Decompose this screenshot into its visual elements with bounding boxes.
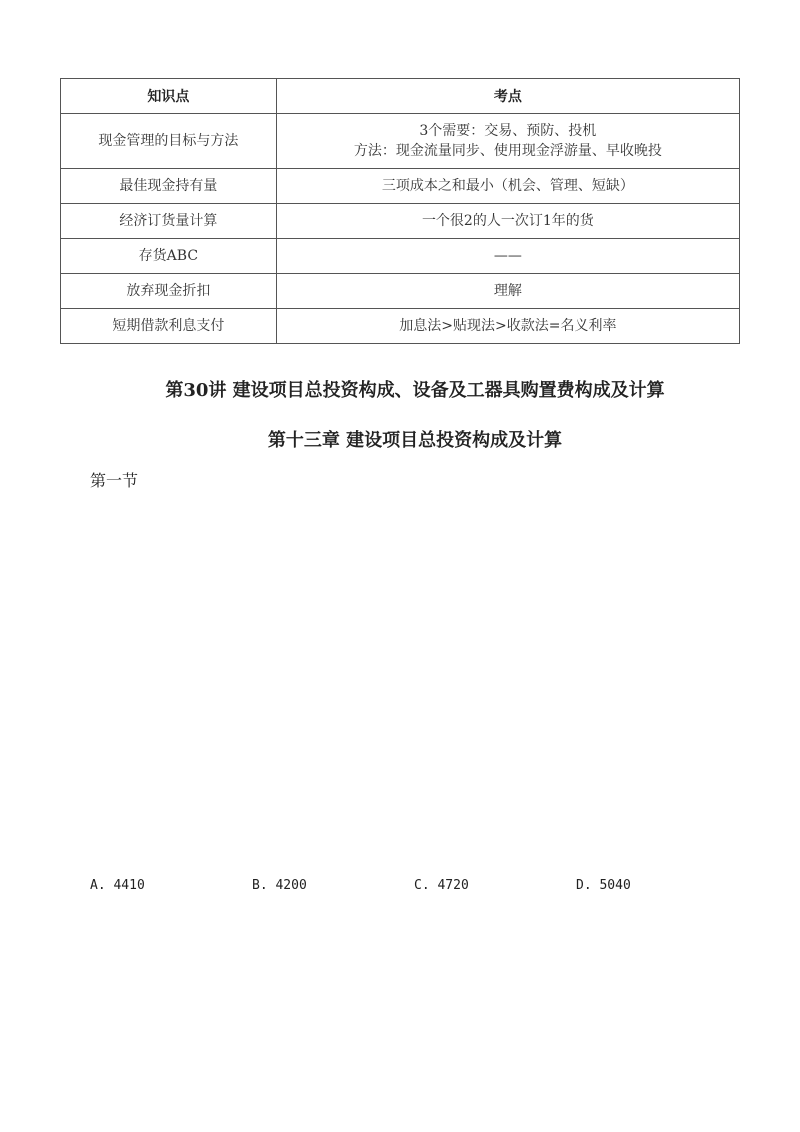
option-d: D. 5040 bbox=[576, 878, 631, 893]
header-knowledge-point: 知识点 bbox=[61, 79, 277, 114]
answer-options bbox=[0, 878, 800, 898]
option-b: B. 4200 bbox=[252, 878, 307, 893]
cell-point: —— bbox=[276, 239, 739, 274]
knowledge-points-table bbox=[60, 78, 740, 344]
cell-topic: 放弃现金折扣 bbox=[61, 274, 277, 309]
table-row bbox=[61, 169, 740, 204]
cell-topic: 经济订货量计算 bbox=[61, 204, 277, 239]
cell-topic: 现金管理的目标与方法 bbox=[61, 114, 277, 169]
option-c: C. 4720 bbox=[414, 878, 469, 893]
cell-topic: 最佳现金持有量 bbox=[61, 169, 277, 204]
table-row bbox=[61, 239, 740, 274]
cell-topic: 存货ABC bbox=[61, 239, 277, 274]
table-row bbox=[61, 114, 740, 169]
table-row bbox=[61, 309, 740, 344]
lecture-title: 第30讲 建设项目总投资构成、设备及工器具购置费构成及计算 bbox=[165, 380, 665, 401]
cell-point: 理解 bbox=[276, 274, 739, 309]
cell-point: 一个很2的人一次订1年的货 bbox=[276, 204, 739, 239]
cell-point bbox=[276, 114, 739, 169]
option-a: A. 4410 bbox=[90, 878, 145, 893]
chapter-title: 第十三章 建设项目总投资构成及计算 bbox=[267, 430, 563, 451]
cell-point: 三项成本之和最小（机会、管理、短缺） bbox=[276, 169, 739, 204]
cell-point-line: 3个需要：交易、预防、投机 bbox=[419, 123, 597, 139]
table-header-row bbox=[61, 79, 740, 114]
table-row bbox=[61, 204, 740, 239]
section-label: 第一节 bbox=[90, 471, 139, 490]
cell-point: 加息法>贴现法>收款法=名义利率 bbox=[276, 309, 739, 344]
header-exam-point: 考点 bbox=[276, 79, 739, 114]
table-row bbox=[61, 274, 740, 309]
cell-topic: 短期借款利息支付 bbox=[61, 309, 277, 344]
cell-point-line: 方法：现金流量同步、使用现金浮游量、早收晚投 bbox=[353, 143, 662, 159]
